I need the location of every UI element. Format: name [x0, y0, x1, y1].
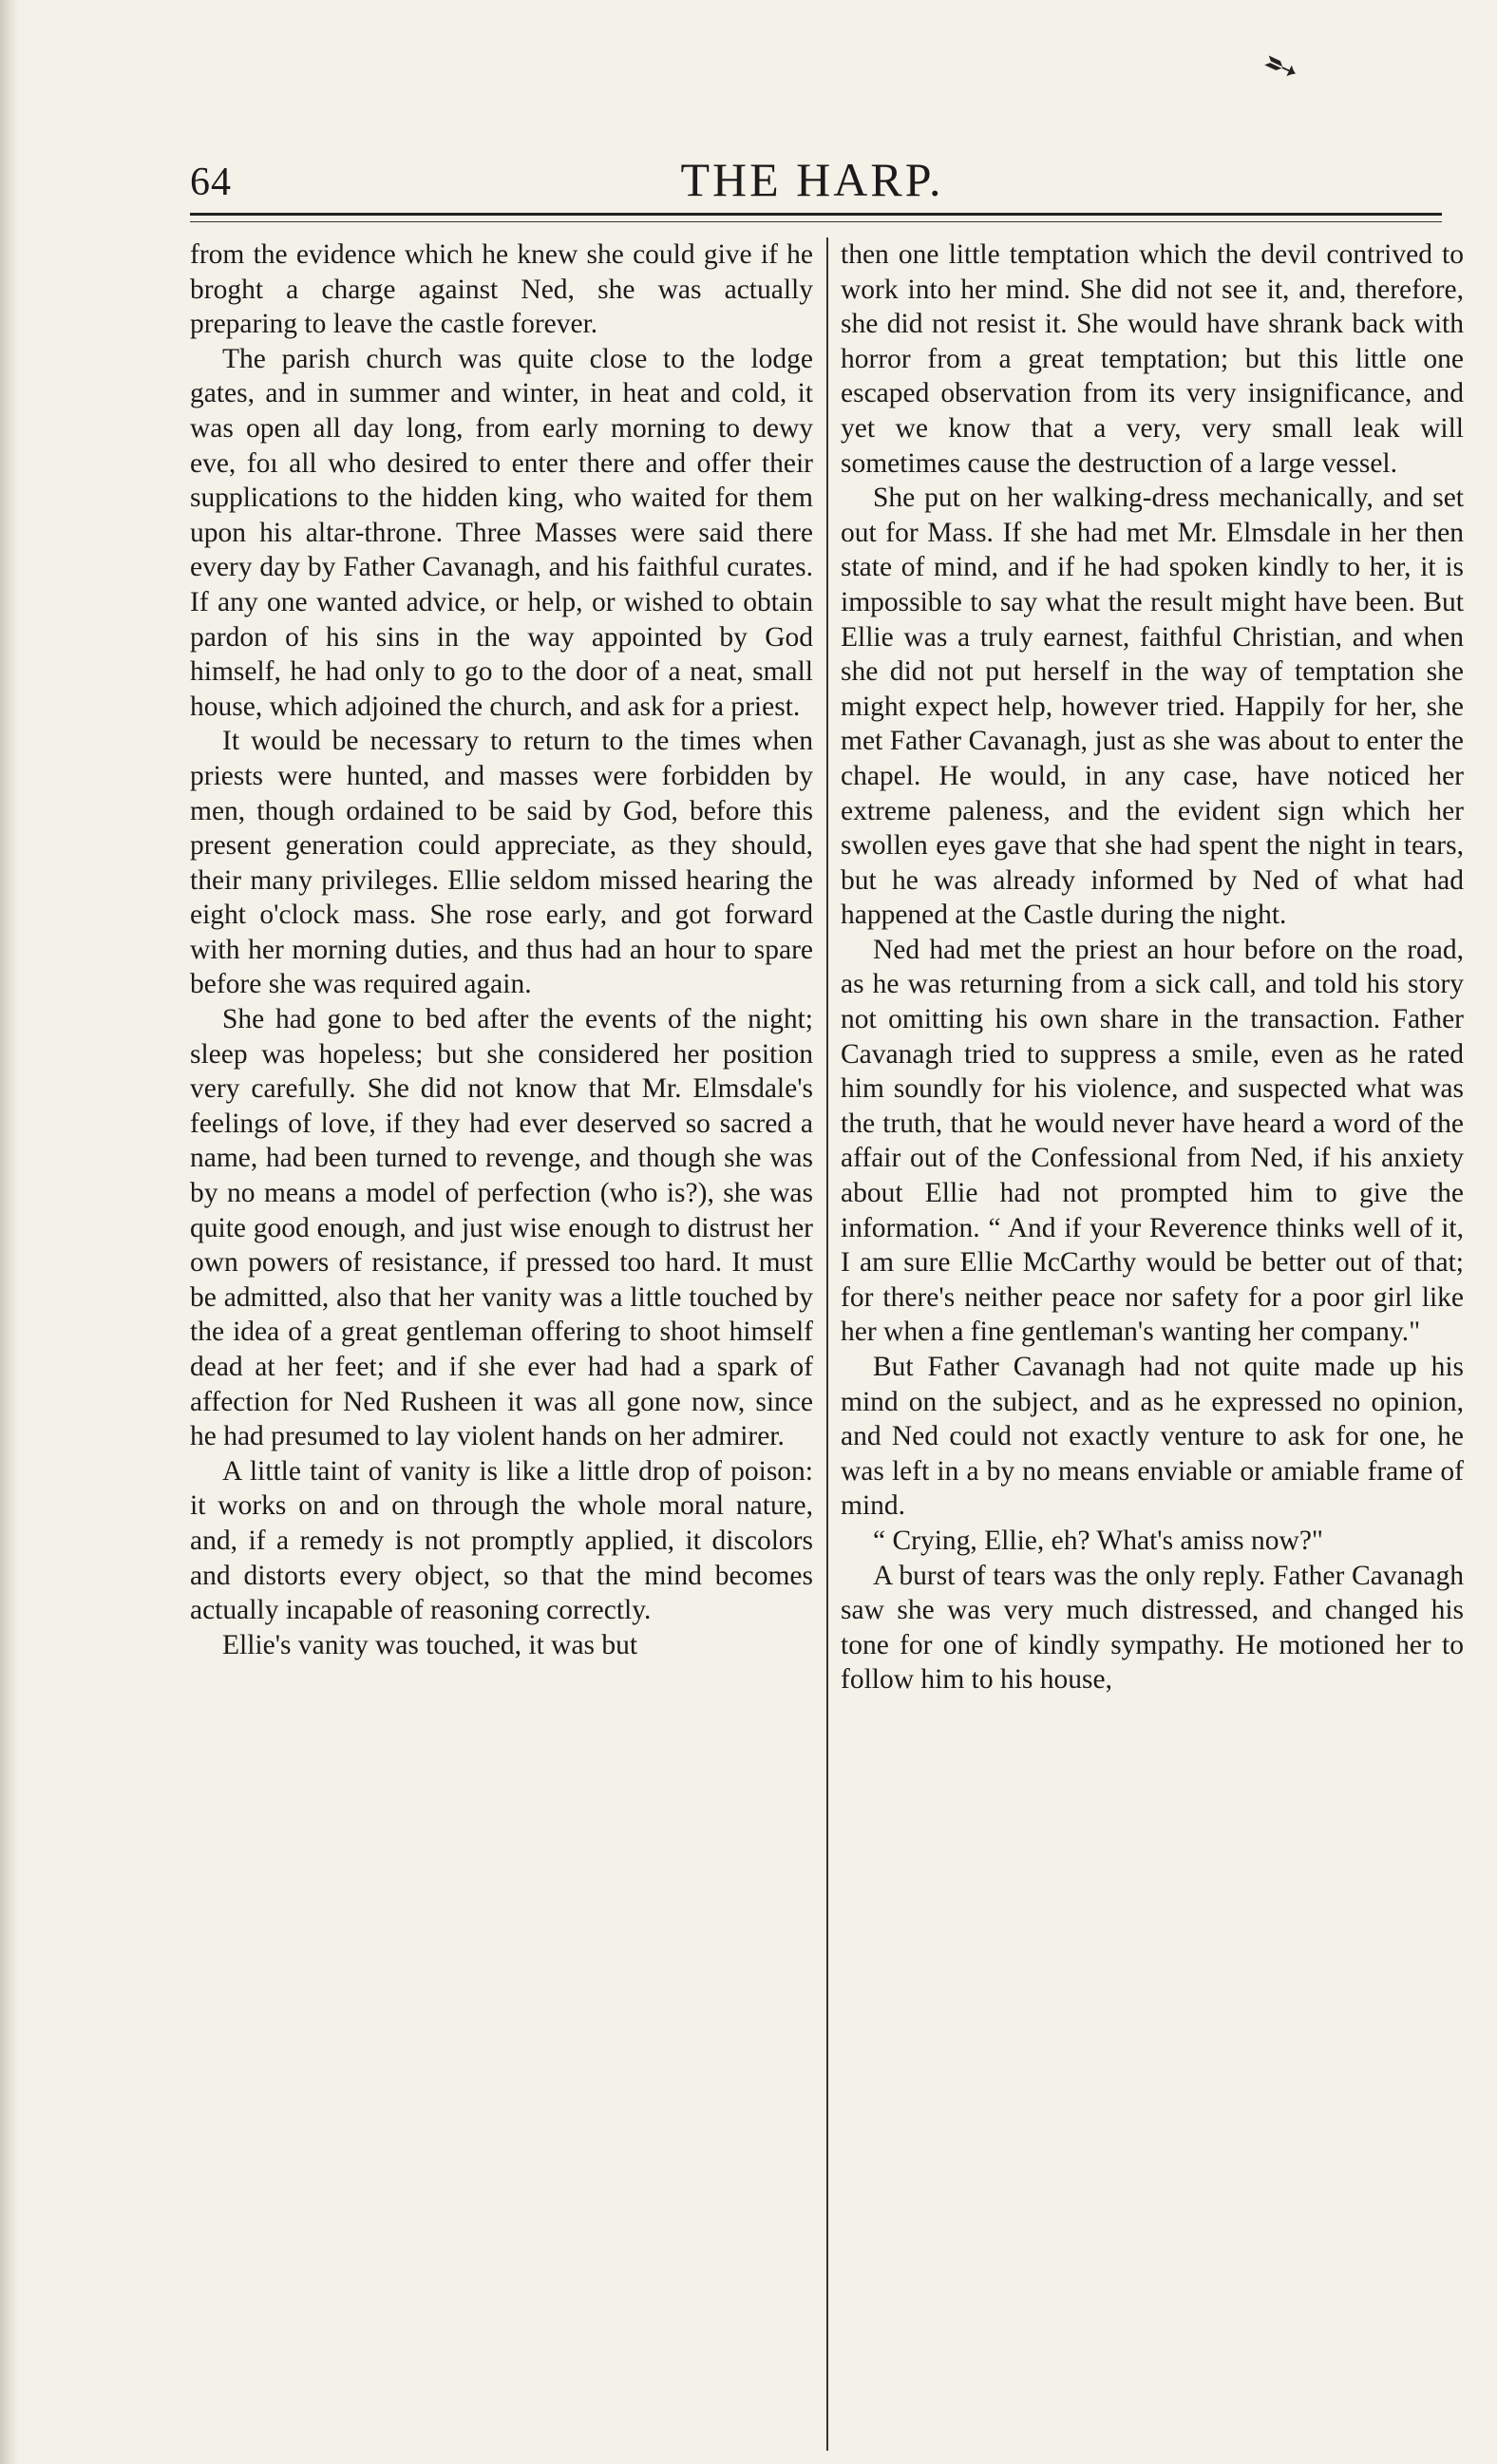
paragraph: A little taint of vanity is like a little drop of poison: it works on and on through the whole moral nature, and, if a remedy is not promptly applied, it discolors and distorts every object, so that the mind becomes actually incapable of reasoning correctly. [190, 1455, 813, 1626]
paragraph: It would be necessary to return to the times when priests were hunted, and masses were forbidden by men, though ordained to be said by God, before this present generation could appreciate, as they should, their many privileges. Ellie seldom missed hearing the eight o'clock mass. She rose early, and got forward with her morning duties, and thus had an hour to spare before she was required again. [190, 726, 813, 1000]
publication-title: THE HARP. [680, 153, 944, 206]
header-rule-thin [190, 221, 1442, 222]
ink-mark-icon: ➵ [1254, 36, 1309, 96]
paragraph: Ellie's vanity was touched, it was but [222, 1629, 638, 1660]
left-column [190, 237, 813, 2451]
paragraph: She had gone to bed after the events of the night; sleep was hopeless; but she considered her position very carefully. She did not know that Mr. Elmsdale's feelings of love, if they had ever deserved so sacred a name, had been turned to revenge, and though she was by no means a model of perfection (who is?), she was quite good enough, and just wise enough to distrust her own powers of resistance, if pressed too hard. It must be admitted, also that her vanity was a little touched by the idea of a great gentleman offering to shoot himself dead at her feet; and if she ever had had a spark of affection for Ned Rusheen it was all gone now, since he had presumed to lay violent hands on her admirer. [190, 1004, 813, 1452]
right-column [841, 237, 1464, 2451]
paragraph: then one little temptation which the devil contrived to work into her mind. She did not see it, and, therefore, she did not resist it. She would have shrank back with horror from a great temptation; but this little one escaped observation from its very insignificance, and yet we know that a very, very small leak will sometimes cause the destruction of a large vessel. [841, 239, 1464, 479]
column-divider [826, 237, 828, 2451]
paragraph: She put on her walking-dress mechanically, and set out for Mass. If she had met Mr. Elmsdale in her then state of mind, and if he had spoken kindly to her, it is impossible to say what the result might have been. But Ellie was a truly earnest, faithful Christian, and when she did not put herself in the way of temptation she might expect help, however tried. Happily for her, she met Father Cavanagh, just as she was about to enter the chapel. He would, in any case, have noticed her extreme paleness, and the evident sign which her swollen eyes gave that she had spent the night in tears, but he was already informed by Ned of what had happened at the Castle during the night. [841, 483, 1464, 931]
header-rule-thick [190, 213, 1442, 216]
paragraph: A burst of tears was the only reply. Father Cavanagh saw she was very much distressed, and changed his tone for one of kindly sympathy. He motioned her to follow him to his house, [841, 1560, 1464, 1696]
paragraph: But Father Cavanagh had not quite made up his mind on the subject, and as he expressed no opinion, and Ned could not exactly venture to ask for one, he was left in a by no means enviable or amiable frame of mind. [841, 1352, 1464, 1522]
paragraph: from the evidence which he knew she could give if he broght a charge against Ned, she was actually preparing to leave the castle forever. [190, 239, 813, 340]
page-number: 64 [190, 161, 232, 204]
paragraph: The parish church was quite close to the lodge gates, and in summer and winter, in heat and cold, it was open all day long, from early morning to dewy eve, foı all who desired to enter there and offer their supplications to the hidden king, who waited for them upon his altar-throne. Three Masses were said there every day by Father Cavanagh, and his faithful curates. If any one wanted advice, or help, or wished to obtain pardon of his sins in the way appointed by God himself, he had only to go to the door of a neat, small house, which adjoined the church, and ask for a priest. [190, 343, 813, 722]
paragraph: “ Crying, Ellie, eh? What's amiss now?" [873, 1525, 1323, 1556]
page-binding-edge [0, 0, 19, 2464]
running-header [190, 142, 1434, 218]
paragraph: Ned had met the priest an hour before on the road, as he was returning from a sick call, and told his story not omitting his own share in the transaction. Father Cavanagh tried to suppress a smile, even as he rated him soundly for his violence, and suspected what was the truth, that he would never have heard a word of the affair out of the Confessional from Ned, if his anxiety about Ellie had not prompted him to give the information. “ And if your Reverence thinks well of it, I am sure Ellie McCarthy would be better out of that; for there's neither peace nor safety for a poor girl like her when a fine gentleman's wanting her company." [841, 934, 1464, 1348]
